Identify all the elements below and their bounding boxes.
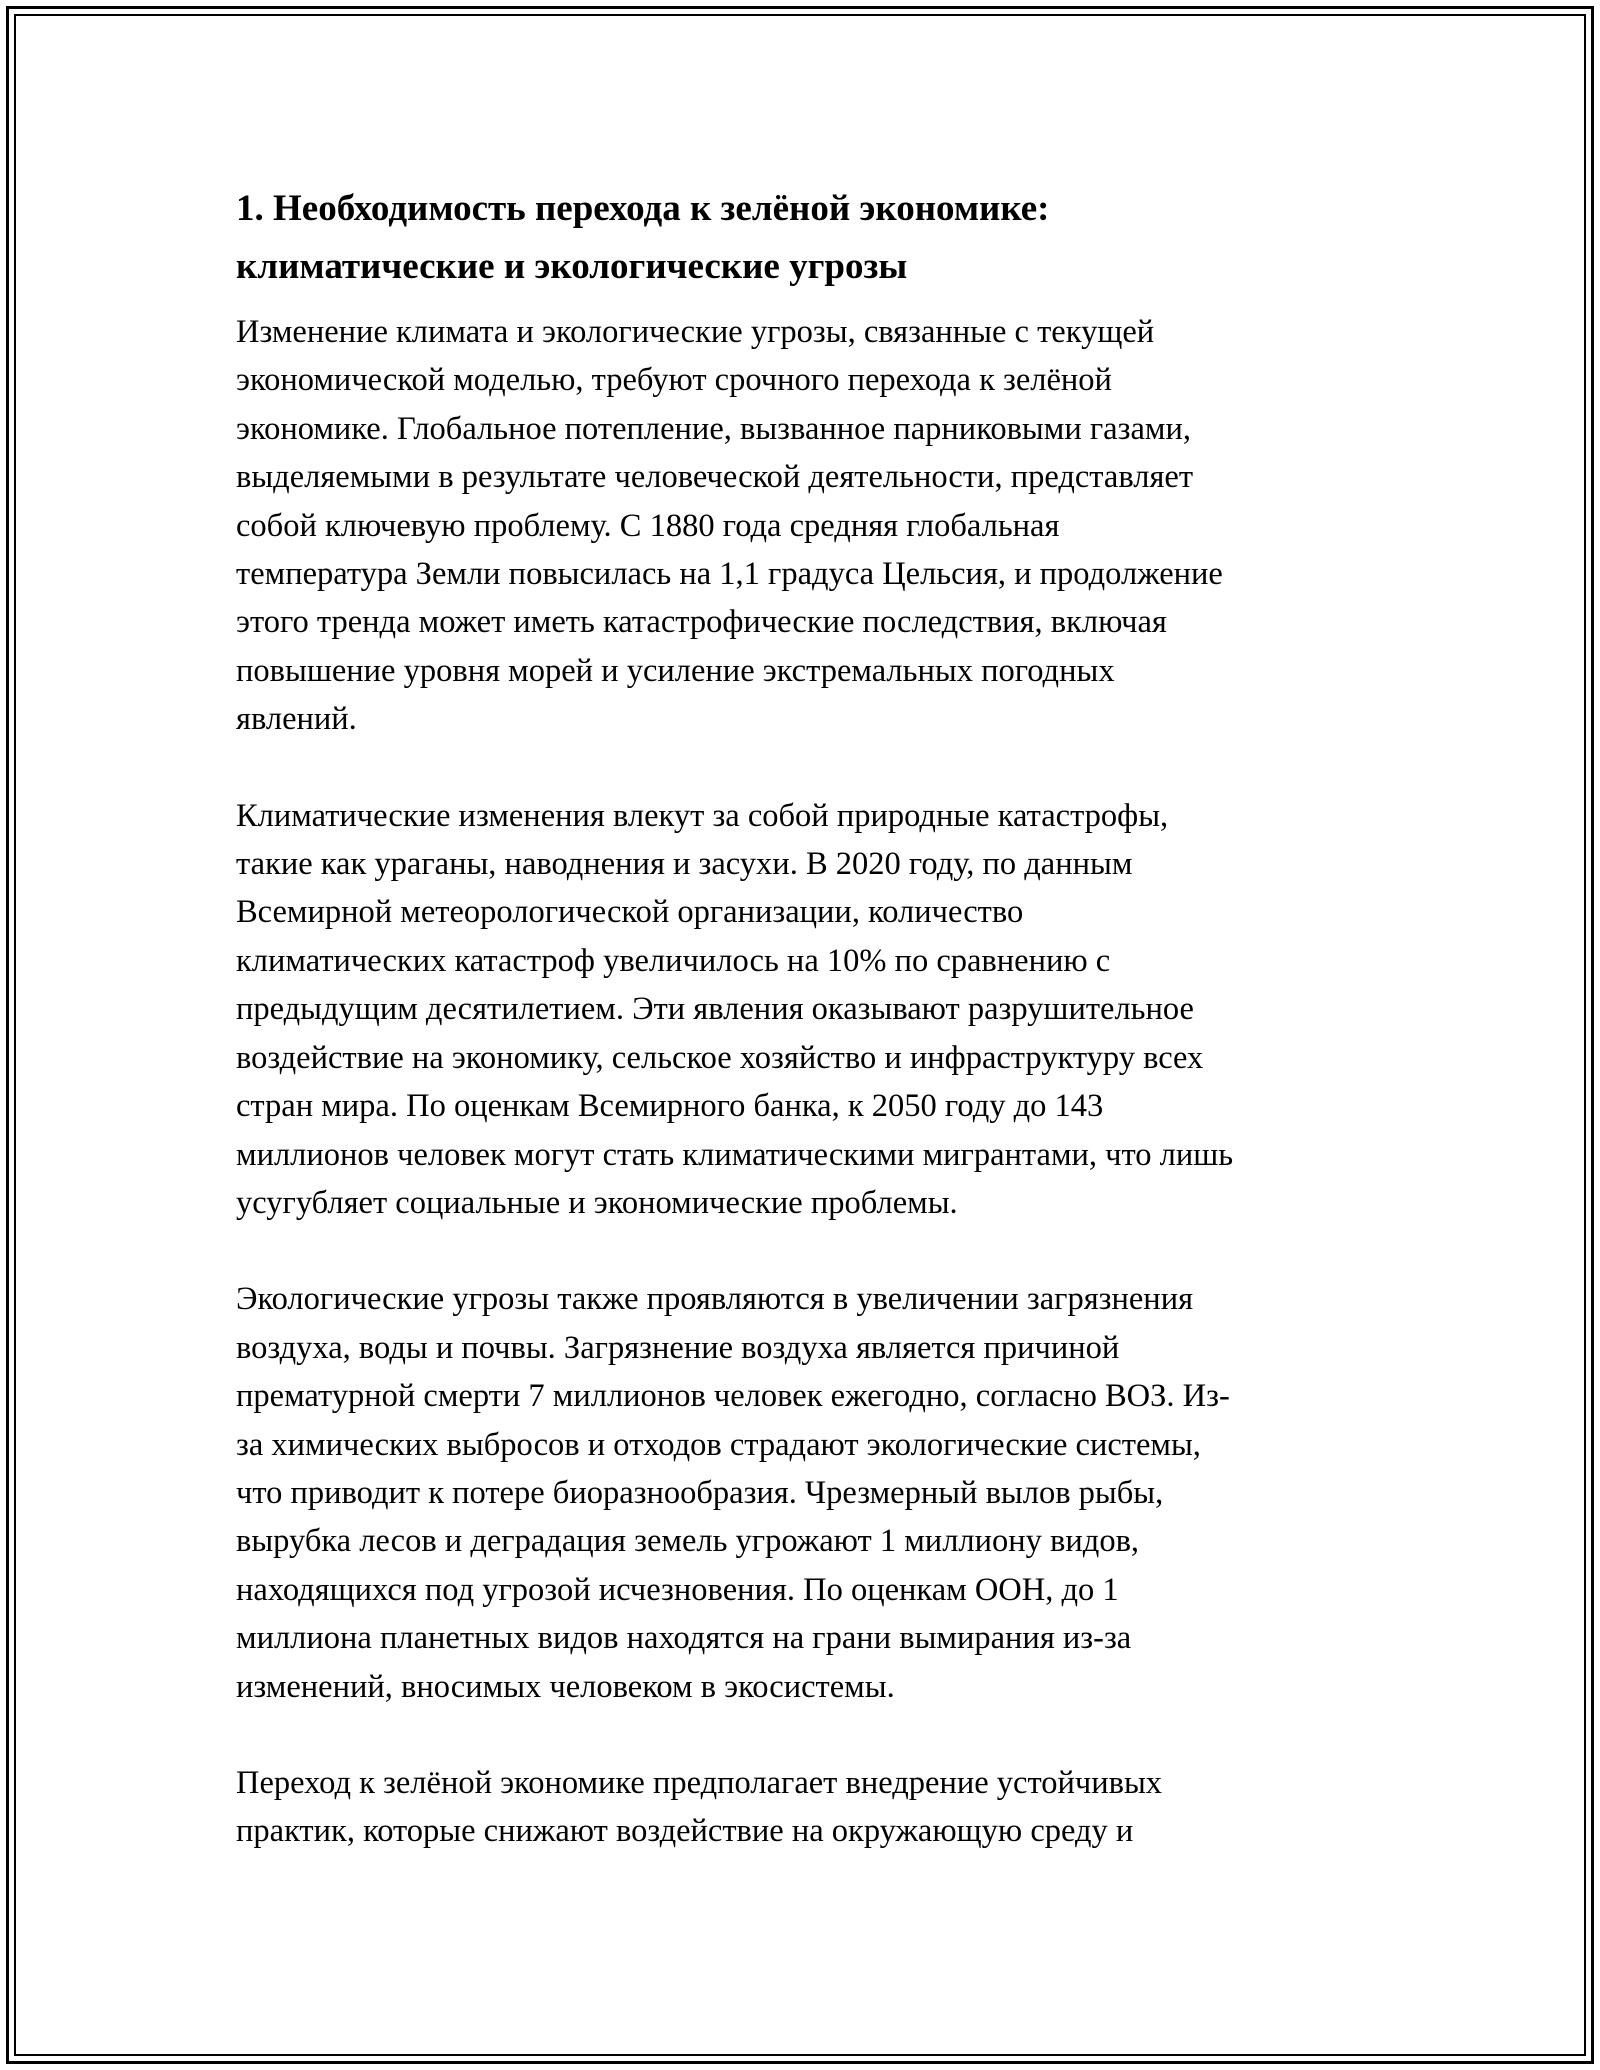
paragraph-spacer: [236, 1227, 1376, 1275]
paragraph-climate-change: Изменение климата и экологические угрозы, связанные с текущей экономической моделью, требуют срочного перехода к зелёной экономике. Глобальное потепление, вызванное парниковыми газами, выделяемыми в результате человеческой деятельности, представляет собой ключевую проблему. С 1880 года средняя глобальная температура Земли повысилась на 1,1 градуса Цельсия, и продолжение этого тренда может иметь катастрофические последствия, включая повышение уровня морей и усиление экстремальных погодных явлений.: [236, 314, 1223, 738]
heading-spacer: [236, 296, 1376, 308]
paragraph-ecological-threats: Экологические угрозы также проявляются в увеличении загрязнения воздуха, воды и почвы. Загрязнение воздуха является причиной прематурной смерти 7 миллионов человек ежегодно, согласно ВОЗ. Из- за химических выбросов и отходов страдают экологические системы, что приводит к потере биоразнообразия. Чрезмерный вылов рыбы, вырубка лесов и деградация земель угрожают 1 миллиону видов, находящихся под угрозой исчезновения. По оценкам ООН, до 1 миллиона планетных видов находятся на грани вымирания из-за изменений, вносимых человеком в экосистемы.: [236, 1281, 1230, 1705]
section-heading: 1. Необходимость перехода к зелёной экономике: климатические и экологические угрозы: [236, 188, 1050, 287]
paragraph-natural-disasters: Климатические изменения влекут за собой природные катастрофы, такие как ураганы, наводнения и засухи. В 2020 году, по данным Всемирной метеорологической организации, количество климатических катастроф увеличилось на 10% по сравнению с предыдущим десятилетием. Эти явления оказывают разрушительное воздействие на экономику, сельское хозяйство и инфраструктуру всех стран мира. По оценкам Всемирного банка, к 2050 году до 143 миллионов человек могут стать климатическими мигрантами, что лишь усугубляет социальные и экономические проблемы.: [236, 797, 1234, 1221]
paragraph-spacer: [236, 1711, 1376, 1759]
paragraph-spacer: [236, 744, 1376, 792]
document-body: [236, 180, 1376, 1856]
paragraph-green-transition: Переход к зелёной экономике предполагает внедрение устойчивых практик, которые снижают воздействие на окружающую среду и: [236, 1764, 1163, 1850]
